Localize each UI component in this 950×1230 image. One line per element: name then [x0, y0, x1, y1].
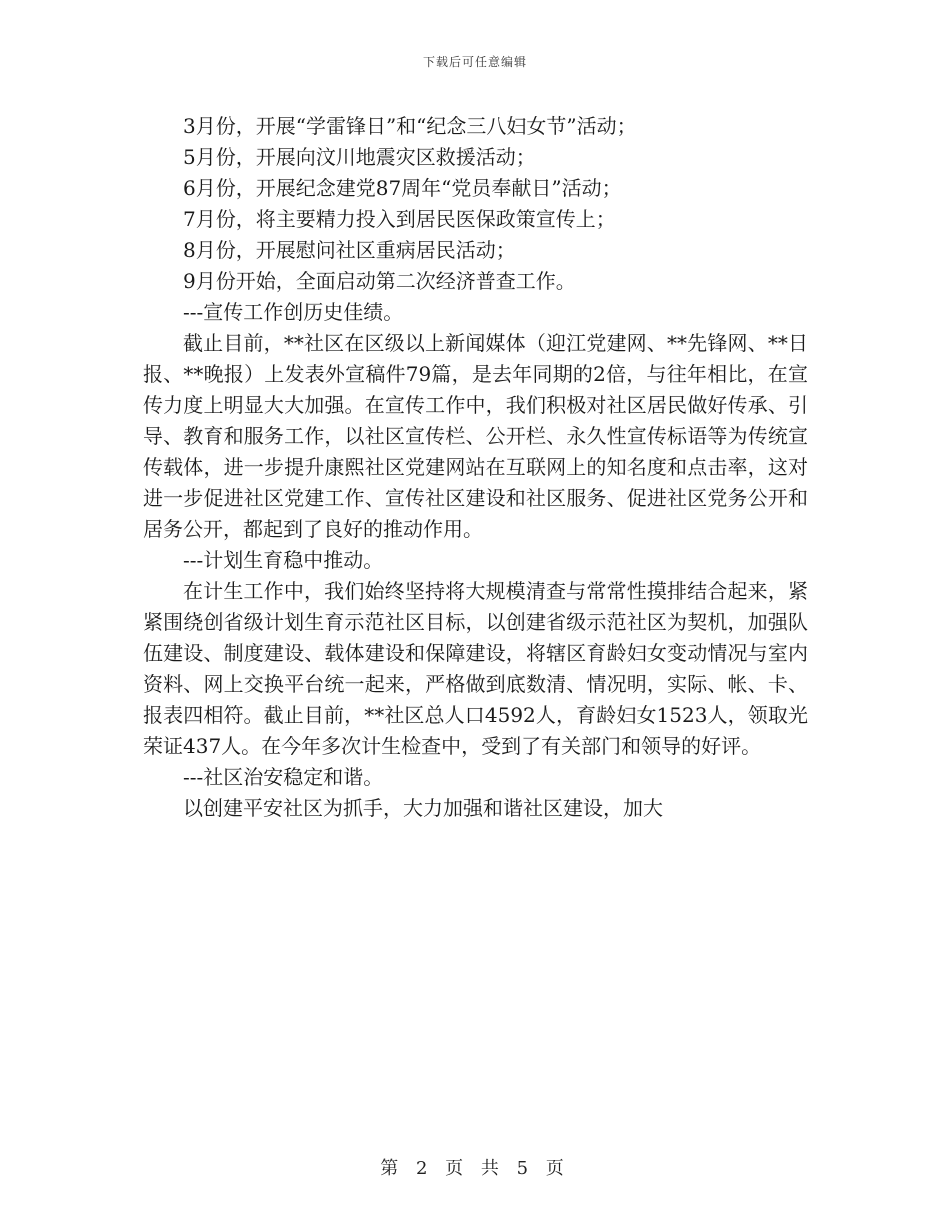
section-heading-family-planning: ---计划生育稳中推动。 [183, 548, 384, 572]
paragraph-june: 6月份，开展纪念建党87周年“党员奉献日”活动； [183, 176, 622, 200]
page-footer: 第 2 页 共 5 页 [380, 1158, 570, 1179]
paragraph-march: 3月份，开展“学雷锋日”和“纪念三八妇女节”活动； [183, 114, 637, 138]
paragraph-may: 5月份，开展向汶川地震灾区救援活动； [183, 145, 536, 169]
paragraph-family-planning: 在计生工作中，我们始终坚持将大规模清查与常常性摸排结合起来，紧紧围绕创省级计划生育示范社区目标，以创建省级示范社区为契机，加强队伍建设、制度建设、载体建设和保障建设，将辖区育龄妇女变动情况与室内资料、网上交换平台统一起来，严格做到底数清、情况明，实际、帐、卡、报表四相符。截止目前，**社区总人口4592人，育龄妇女1523人，领取光荣证437人。在今年多次计生检查中，受到了有关部门和领导的好评。 [143, 579, 808, 758]
paragraph-july: 7月份，将主要精力投入到居民医保政策宣传上； [183, 207, 616, 231]
paragraph-september: 9月份开始，全面启动第二次经济普查工作。 [183, 269, 576, 293]
page-header: 下载后可任意编辑 [422, 55, 527, 69]
paragraph-august: 8月份，开展慰问社区重病居民活动； [183, 238, 516, 262]
document-body [143, 111, 808, 824]
section-heading-public-security: ---社区治安稳定和谐。 [183, 765, 384, 789]
paragraph-publicity: 截止目前，**社区在区级以上新闻媒体（迎江党建网、**先锋网、**日报、**晚报）上发表外宣稿件79篇，是去年同期的2倍，与往年相比，在宣传力度上明显大大加强。在宣传工作中，我们积极对社区居民做好传承、引导、教育和服务工作，以社区宣传栏、公开栏、永久性宣传标语等为传统宣传载体，进一步提升康熙社区党建网站在互联网上的知名度和点击率，这对进一步促进社区党建工作、宣传社区建设和社区服务、促进社区党务公开和居务公开，都起到了良好的推动作用。 [143, 331, 808, 541]
section-heading-publicity: ---宣传工作创历史佳绩。 [183, 300, 404, 324]
paragraph-public-security: 以创建平安社区为抓手，大力加强和谐社区建设，加大 [183, 796, 663, 820]
